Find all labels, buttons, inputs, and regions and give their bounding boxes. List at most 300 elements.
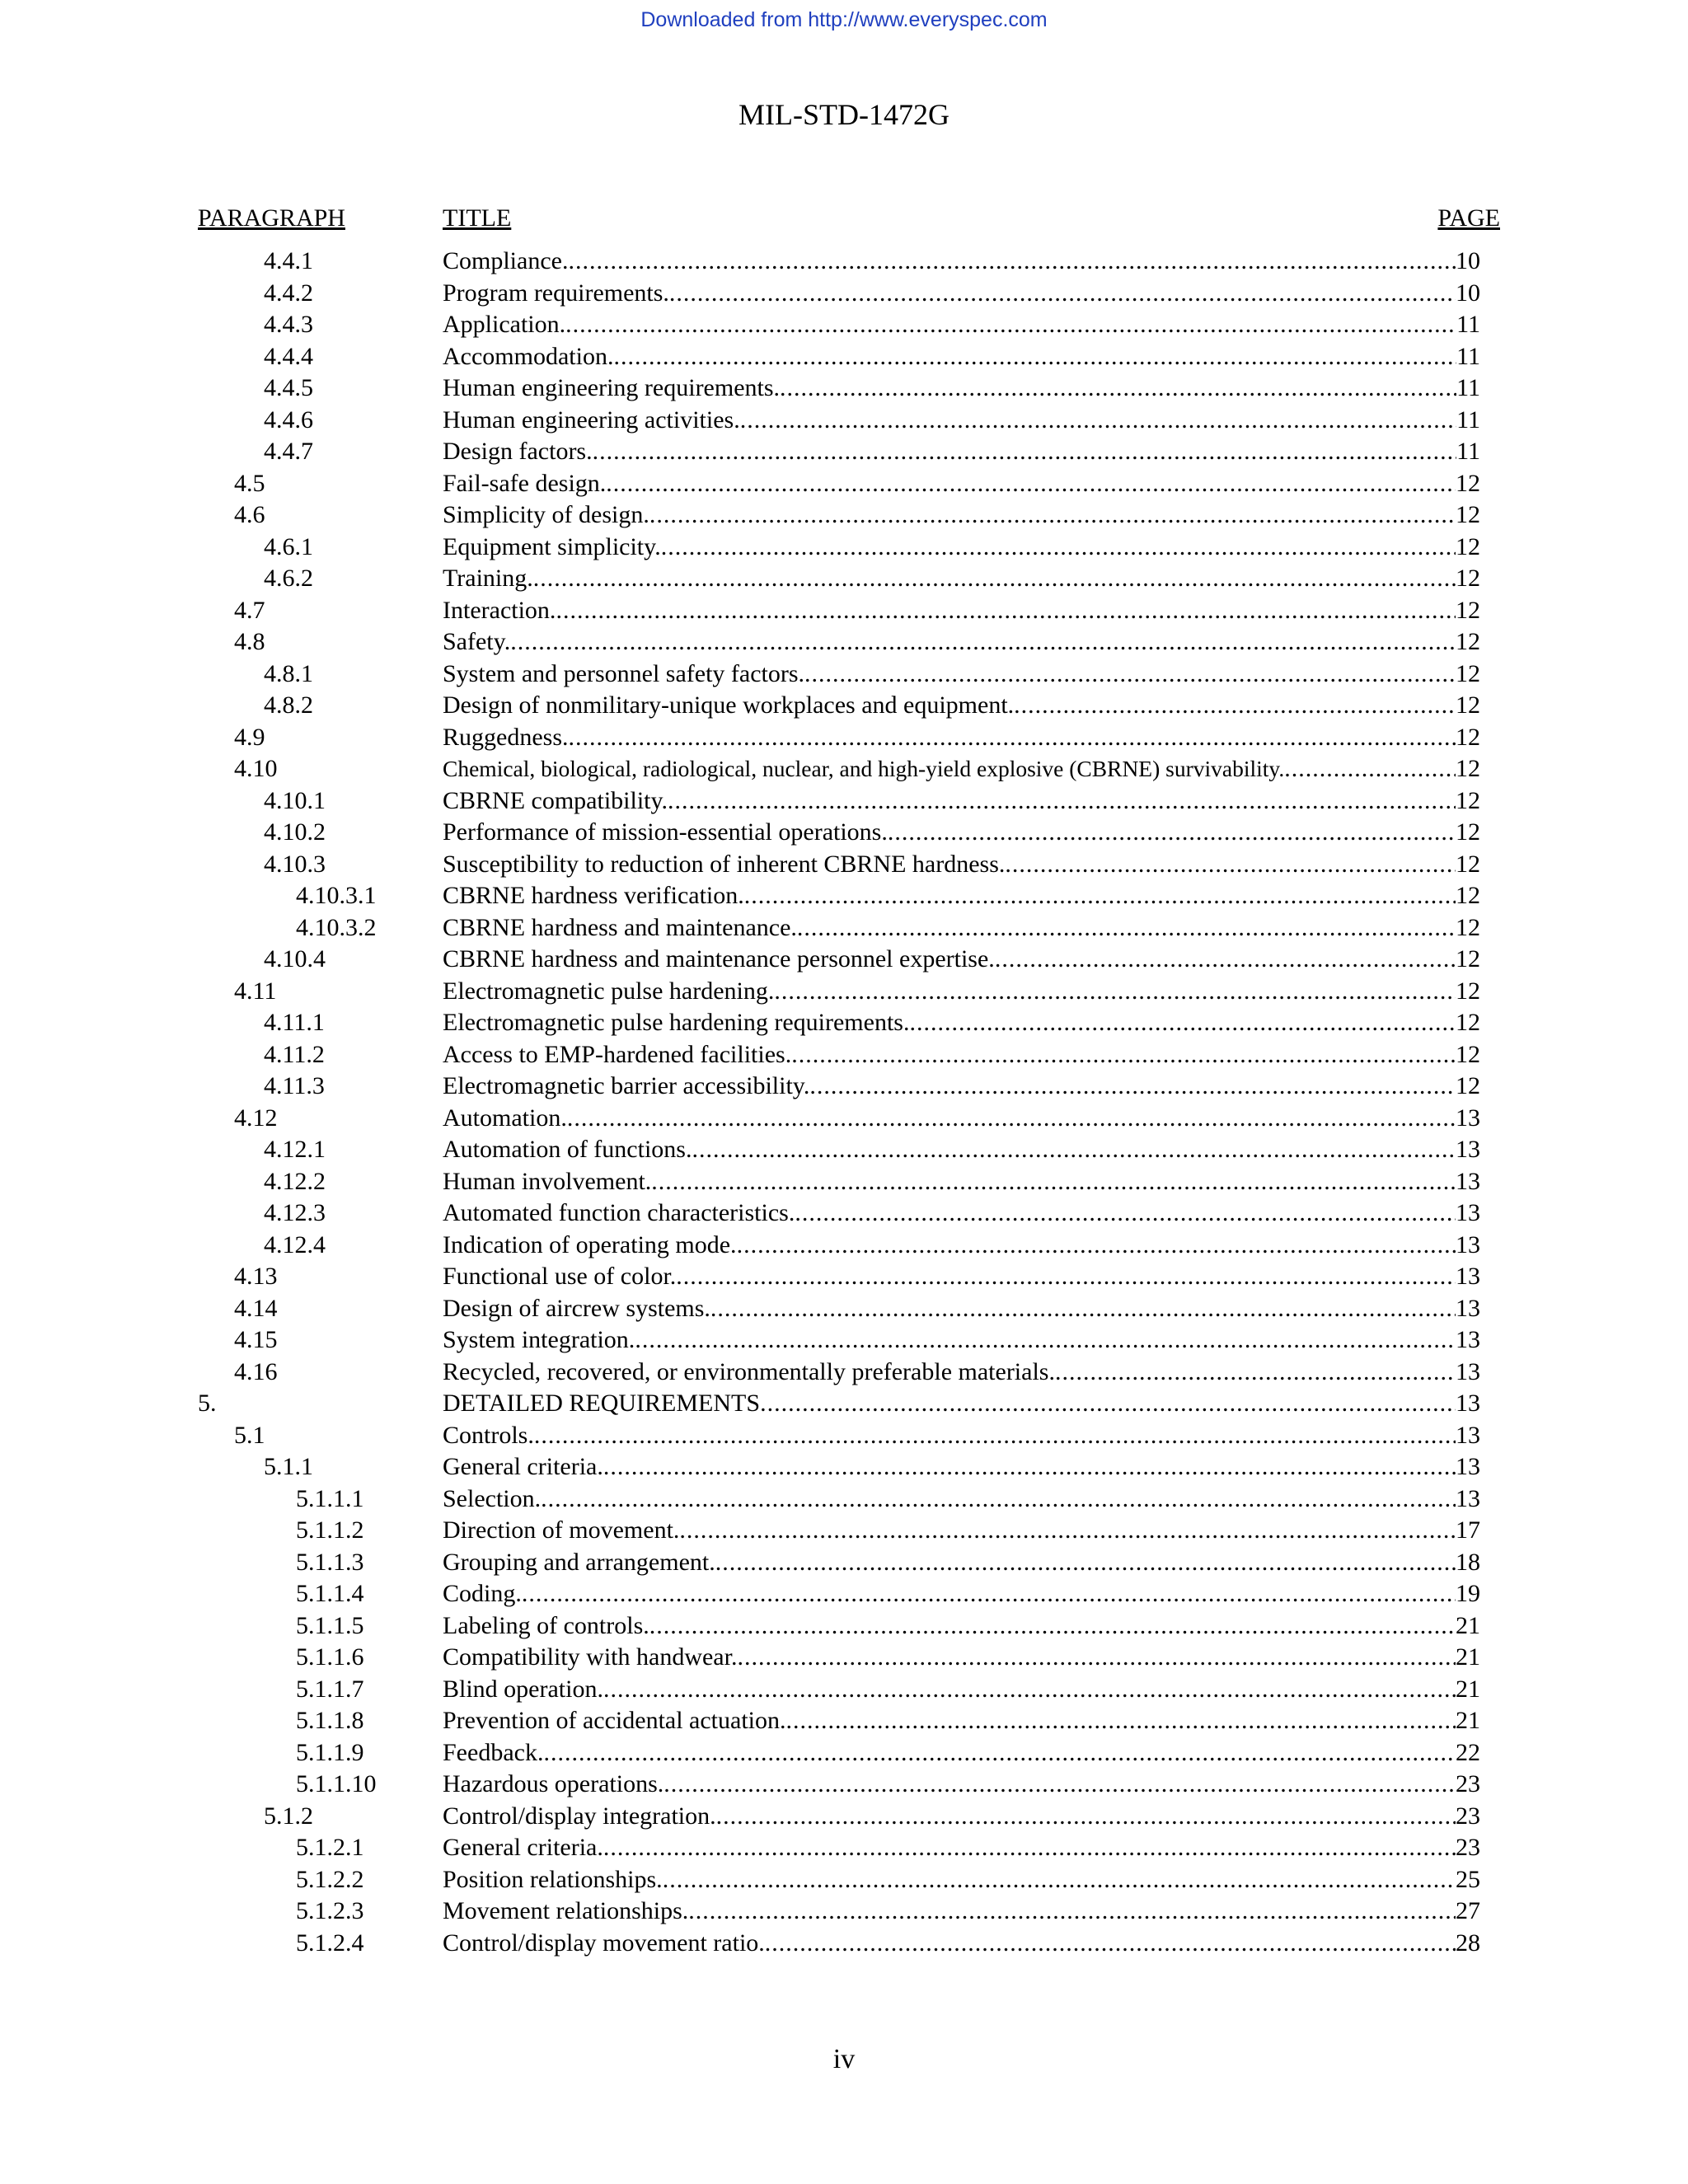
toc-page-number: 17 [1456,1516,1480,1544]
toc-dot-leader [663,1864,1456,1896]
toc-row [0,626,1688,658]
toc-title: Chemical, biological, radiological, nuclear, and high-yield explosive (CBRNE) survivability. [443,756,1285,781]
toc-entry [443,1832,1480,1864]
toc-title: Human engineering requirements. [443,374,781,401]
toc-dot-leader [744,880,1456,912]
toc-dot-leader [679,1515,1456,1547]
toc-row [0,1674,1688,1706]
toc-dot-leader [715,1547,1456,1579]
toc-title: CBRNE hardness and maintenance. [443,913,797,941]
toc-page-number: 13 [1456,1230,1480,1258]
toc-page-number: 23 [1456,1802,1480,1830]
toc-title: Labeling of controls. [443,1611,649,1639]
toc-entry [443,1039,1480,1071]
toc-title: Electromagnetic pulse hardening requirements. [443,1009,910,1036]
toc-row [0,1039,1688,1071]
toc-list [0,246,1688,1959]
toc-paragraph-number: 4.12.3 [264,1199,326,1226]
toc-row [0,1197,1688,1230]
toc-dot-leader [809,1071,1456,1103]
toc-row [0,849,1688,881]
toc-paragraph-number: 4.4.4 [264,342,313,370]
toc-dot-leader [765,1928,1456,1960]
toc-row [0,595,1688,627]
toc-row [0,1578,1688,1610]
toc-paragraph-number: 5.1.1.5 [296,1611,364,1639]
toc-entry [443,1134,1480,1166]
download-source-note: Downloaded from http://www.everyspec.com [640,8,1048,31]
toc-dot-leader [568,246,1456,278]
toc-title: Automation. [443,1104,567,1132]
toc-page-number: 13 [1456,1136,1480,1163]
toc-entry [443,499,1480,532]
toc-title: CBRNE hardness verification. [443,882,744,909]
toc-page-number: 12 [1456,501,1480,528]
toc-title: Ruggedness. [443,723,569,751]
toc-page-number: 10 [1456,247,1480,274]
toc-title: Human involvement. [443,1167,652,1195]
toc-row [0,1324,1688,1357]
toc-title: Functional use of color. [443,1263,677,1290]
toc-entry [443,785,1480,818]
toc-dot-leader [603,1451,1456,1483]
toc-row [0,278,1688,310]
toc-dot-leader [795,1197,1456,1230]
toc-dot-leader [669,278,1456,310]
toc-page-number: 21 [1456,1643,1480,1671]
toc-title: Program requirements. [443,279,669,307]
toc-paragraph-number: 5.1.1.6 [296,1643,364,1671]
toc-paragraph-number: 5.1.1.10 [296,1770,377,1797]
toc-page-number: 12 [1456,532,1480,560]
toc-paragraph-number: 4.10 [234,755,278,782]
toc-entry [443,1230,1480,1262]
toc-paragraph-number: 5.1.1.4 [296,1580,364,1607]
toc-paragraph-number: 4.4.2 [264,279,313,307]
toc-dot-leader [737,1642,1456,1674]
toc-page-number: 12 [1456,1072,1480,1099]
toc-row [0,817,1688,849]
toc-row [0,690,1688,722]
toc-paragraph-number: 4.11.2 [264,1040,325,1068]
toc-page-number: 11 [1456,311,1480,338]
toc-paragraph-number: 5.1.1.2 [296,1516,364,1544]
toc-paragraph-number: 4.11.3 [264,1072,325,1099]
toc-paragraph-number: 5.1.2.2 [296,1865,364,1893]
toc-dot-leader [676,1261,1456,1293]
toc-page-number: 11 [1456,374,1480,401]
toc-dot-leader [533,563,1456,595]
toc-dot-leader [649,499,1456,532]
toc-entry [443,1166,1480,1198]
toc-row [0,309,1688,341]
toc-row [0,1103,1688,1135]
toc-page-number: 13 [1456,1263,1480,1290]
toc-page-number: 23 [1456,1770,1480,1797]
toc-paragraph-number: 4.8 [234,628,265,655]
toc-page-number: 12 [1456,565,1480,592]
toc-dot-leader [522,1578,1456,1610]
toc-title: Feedback. [443,1738,544,1766]
toc-paragraph-number: 4.4.1 [264,247,313,274]
toc-row [0,1515,1688,1547]
toc-title: Compliance. [443,247,569,274]
toc-title: Indication of operating mode. [443,1230,737,1258]
toc-entry [443,595,1480,627]
toc-paragraph-number: 5.1.1.8 [296,1707,364,1734]
toc-row [0,373,1688,405]
toc-entry [443,880,1480,912]
toc-paragraph-number: 5.1.1.9 [296,1738,364,1766]
toc-page-number: 12 [1456,755,1480,782]
toc-column-headers [198,204,1500,237]
toc-page-number: 12 [1456,469,1480,497]
toc-title: Training. [443,565,533,592]
toc-paragraph-number: 4.4.5 [264,374,313,401]
toc-row [0,341,1688,373]
toc-paragraph-number: 4.9 [234,723,265,751]
toc-dot-leader [804,658,1456,691]
toc-title: Compatibility with handwear. [443,1643,738,1671]
toc-row [0,880,1688,912]
toc-paragraph-number: 4.12.2 [264,1167,326,1195]
toc-row [0,1007,1688,1039]
toc-page-number: 13 [1456,1104,1480,1132]
toc-paragraph-number: 5.1.1 [264,1453,313,1480]
toc-row [0,246,1688,278]
toc-page-number: 13 [1456,1326,1480,1353]
toc-dot-leader [774,976,1456,1008]
toc-title: Application. [443,311,566,338]
toc-entry [443,309,1480,341]
toc-entry [443,1610,1480,1643]
toc-row [0,468,1688,500]
toc-entry [443,944,1480,976]
toc-title: Safety. [443,628,511,655]
toc-page-number: 12 [1456,659,1480,687]
toc-page-number: 13 [1456,1421,1480,1449]
toc-title: Selection. [443,1484,542,1512]
toc-title: Control/display movement ratio. [443,1929,765,1957]
toc-title: Position relationships. [443,1865,663,1893]
toc-entry [443,468,1480,500]
toc-dot-leader [534,1420,1456,1452]
toc-entry [443,563,1480,595]
toc-entry [443,690,1480,722]
toc-entry [443,341,1480,373]
toc-row [0,753,1688,785]
toc-dot-leader [543,1737,1456,1769]
toc-paragraph-number: 5. [198,1390,217,1417]
toc-dot-leader [651,1166,1456,1198]
toc-paragraph-number: 4.4.6 [264,405,313,434]
toc-page-number: 13 [1456,1453,1480,1480]
toc-dot-leader [606,468,1456,500]
toc-paragraph-number: 4.10.3.1 [296,882,377,909]
toc-row [0,1610,1688,1643]
toc-page-number: 19 [1456,1580,1480,1607]
toc-title: Simplicity of design. [443,501,649,528]
toc-row [0,1071,1688,1103]
toc-row [0,563,1688,595]
toc-dot-leader [888,817,1456,849]
toc-row [0,1420,1688,1452]
toc-title: Accommodation. [443,342,614,370]
toc-entry [443,405,1480,437]
toc-dot-leader [740,405,1456,437]
toc-dot-leader [780,373,1456,405]
toc-entry [443,976,1480,1008]
toc-page-number: 12 [1456,786,1480,814]
toc-page-number: 12 [1456,977,1480,1005]
document-id: MIL-STD-1472G [738,98,950,131]
toc-paragraph-number: 4.12.4 [264,1230,326,1258]
toc-paragraph-number: 5.1.1.1 [296,1484,364,1512]
column-header-page: PAGE [1437,204,1500,232]
toc-page-number: 12 [1456,850,1480,878]
toc-entry [443,1801,1480,1833]
toc-page-number: 13 [1456,1390,1480,1417]
toc-page-number: 13 [1456,1357,1480,1385]
toc-title: Coding. [443,1580,522,1607]
toc-paragraph-number: 4.11 [234,977,277,1005]
toc-dot-leader [510,626,1456,658]
toc-dot-leader [797,912,1456,944]
toc-paragraph-number: 5.1.2.1 [296,1834,364,1861]
column-header-paragraph: PARAGRAPH [198,204,345,232]
toc-row [0,1357,1688,1389]
toc-entry [443,278,1480,310]
toc-page-number: 13 [1456,1294,1480,1322]
toc-entry [443,849,1480,881]
toc-paragraph-number: 4.16 [234,1357,278,1385]
toc-row [0,1547,1688,1579]
toc-entry [443,912,1480,944]
toc-title: Fail-safe design. [443,469,607,497]
toc-entry [443,753,1480,785]
toc-title: Controls. [443,1421,534,1449]
toc-title: CBRNE compatibility. [443,786,668,814]
toc-dot-leader [569,722,1456,754]
toc-paragraph-number: 4.8.2 [264,691,313,719]
toc-page-number: 12 [1456,628,1480,655]
toc-dot-leader [668,785,1456,818]
toc-row [0,976,1688,1008]
toc-dot-leader [593,436,1456,468]
toc-dot-leader [692,1134,1456,1166]
toc-paragraph-number: 4.10.2 [264,818,326,846]
toc-title: Interaction. [443,596,556,624]
toc-row [0,1166,1688,1198]
toc-dot-leader [603,1832,1456,1864]
toc-title: CBRNE hardness and maintenance personnel expertise. [443,945,995,972]
toc-paragraph-number: 4.8.1 [264,659,313,687]
page-number: iv [832,2044,856,2074]
toc-title: Automated function characteristics. [443,1199,795,1226]
toc-page-number: 21 [1456,1611,1480,1639]
toc-paragraph-number: 5.1.2.3 [296,1897,364,1924]
toc-entry [443,1642,1480,1674]
toc-dot-leader [613,341,1456,373]
toc-page-number: 23 [1456,1834,1480,1861]
toc-paragraph-number: 4.6.1 [264,532,313,560]
toc-page-number: 11 [1456,342,1480,370]
toc-row [0,658,1688,691]
toc-title: Design of nonmilitary-unique workplaces and equipment. [443,691,1015,719]
toc-title: General criteria. [443,1453,603,1480]
toc-title: Human engineering activities. [443,405,740,434]
toc-row [0,1896,1688,1928]
toc-row [0,722,1688,754]
toc-page-number: 10 [1456,279,1480,307]
toc-entry [443,1388,1480,1420]
toc-dot-leader [1005,849,1456,881]
toc-page-number: 27 [1456,1897,1480,1924]
toc-paragraph-number: 4.4.7 [264,438,313,465]
toc-title: System and personnel safety factors. [443,659,805,687]
toc-dot-leader [737,1230,1456,1262]
toc-paragraph-number: 4.11.1 [264,1009,325,1036]
toc-dot-leader [567,1103,1456,1135]
toc-page-number: 12 [1456,723,1480,751]
toc-entry [443,1515,1480,1547]
toc-title: DETAILED REQUIREMENTS [443,1390,761,1417]
toc-entry [443,1007,1480,1039]
toc-dot-leader [710,1293,1456,1325]
toc-page-number: 12 [1456,945,1480,972]
toc-entry [443,1483,1480,1516]
toc-row [0,1737,1688,1769]
toc-entry [443,1547,1480,1579]
toc-dot-leader [909,1007,1456,1039]
toc-dot-leader [635,1324,1456,1357]
toc-paragraph-number: 4.10.3.2 [296,913,377,941]
toc-page-number: 12 [1456,691,1480,719]
toc-paragraph-number: 4.15 [234,1326,278,1353]
toc-page-number: 13 [1456,1484,1480,1512]
toc-dot-leader [1014,690,1456,722]
toc-title: Automation of functions. [443,1136,692,1163]
toc-entry [443,658,1480,691]
toc-paragraph-number: 4.6 [234,501,265,528]
toc-dot-leader [603,1674,1456,1706]
toc-entry [443,1103,1480,1135]
toc-title: System integration. [443,1326,635,1353]
toc-title: Electromagnetic barrier accessibility. [443,1072,810,1099]
toc-page-number: 21 [1456,1675,1480,1703]
toc-title: Susceptibility to reduction of inherent CBRNE hardness. [443,850,1006,878]
toc-paragraph-number: 5.1.1.3 [296,1548,364,1576]
toc-dot-leader [541,1483,1456,1516]
toc-title: Recycled, recovered, or environmentally preferable materials. [443,1357,1055,1385]
toc-paragraph-number: 4.6.2 [264,565,313,592]
toc-page-number: 28 [1456,1929,1480,1957]
toc-title: Access to EMP-hardened facilities. [443,1040,792,1068]
toc-entry [443,1293,1480,1325]
toc-entry [443,1705,1480,1737]
toc-row [0,405,1688,437]
toc-row [0,1483,1688,1516]
toc-row [0,912,1688,944]
toc-title: Grouping and arrangement. [443,1548,715,1576]
toc-title: Performance of mission-essential operations. [443,818,888,846]
toc-row [0,1801,1688,1833]
toc-paragraph-number: 4.13 [234,1263,278,1290]
toc-entry [443,1197,1480,1230]
toc-title: Direction of movement. [443,1516,680,1544]
toc-entry [443,246,1480,278]
toc-entry [443,1261,1480,1293]
toc-dot-leader [1284,753,1456,785]
toc-row [0,1451,1688,1483]
toc-dot-leader [649,1610,1456,1643]
toc-row [0,1261,1688,1293]
toc-row [0,1134,1688,1166]
toc-page-number: 12 [1456,1009,1480,1036]
toc-row [0,1230,1688,1262]
toc-entry [443,1357,1480,1389]
toc-paragraph-number: 4.5 [234,469,265,497]
toc-row [0,1293,1688,1325]
toc-dot-leader [716,1801,1456,1833]
toc-dot-leader [760,1388,1456,1420]
toc-row [0,1928,1688,1960]
toc-paragraph-number: 5.1.2.4 [296,1929,364,1957]
toc-entry [443,1324,1480,1357]
toc-page-number: 12 [1456,596,1480,624]
toc-page-number: 11 [1456,405,1480,434]
toc-title: Electromagnetic pulse hardening. [443,977,775,1005]
toc-entry [443,817,1480,849]
toc-paragraph-number: 5.1.2 [264,1802,313,1830]
toc-row [0,1864,1688,1896]
toc-page-number: 13 [1456,1167,1480,1195]
toc-entry [443,1737,1480,1769]
toc-page-number: 25 [1456,1865,1480,1893]
toc-entry [443,1674,1480,1706]
toc-row [0,1769,1688,1801]
toc-paragraph-number: 4.14 [234,1294,278,1322]
toc-title: Control/display integration. [443,1802,716,1830]
toc-title: Equipment simplicity. [443,532,661,560]
toc-dot-leader [663,1769,1456,1801]
toc-row [0,499,1688,532]
toc-title: Design of aircrew systems. [443,1294,710,1322]
toc-page-number: 12 [1456,882,1480,909]
toc-page-number: 21 [1456,1707,1480,1734]
toc-title: Design factors. [443,438,593,465]
toc-page-number: 12 [1456,818,1480,846]
toc-dot-leader [556,595,1456,627]
toc-entry [443,1928,1480,1960]
toc-title: Hazardous operations. [443,1770,664,1797]
toc-entry [443,532,1480,564]
toc-dot-leader [565,309,1456,341]
toc-paragraph-number: 4.4.3 [264,311,313,338]
toc-paragraph-number: 4.10.1 [264,786,326,814]
toc-page-number: 18 [1456,1548,1480,1576]
toc-row [0,785,1688,818]
toc-entry [443,373,1480,405]
toc-entry [443,1896,1480,1928]
toc-page-number: 12 [1456,913,1480,941]
toc-dot-leader [661,532,1456,564]
toc-entry [443,626,1480,658]
toc-entry [443,1451,1480,1483]
toc-title: Movement relationships. [443,1897,689,1924]
column-header-title: TITLE [443,204,512,232]
toc-entry [443,1864,1480,1896]
